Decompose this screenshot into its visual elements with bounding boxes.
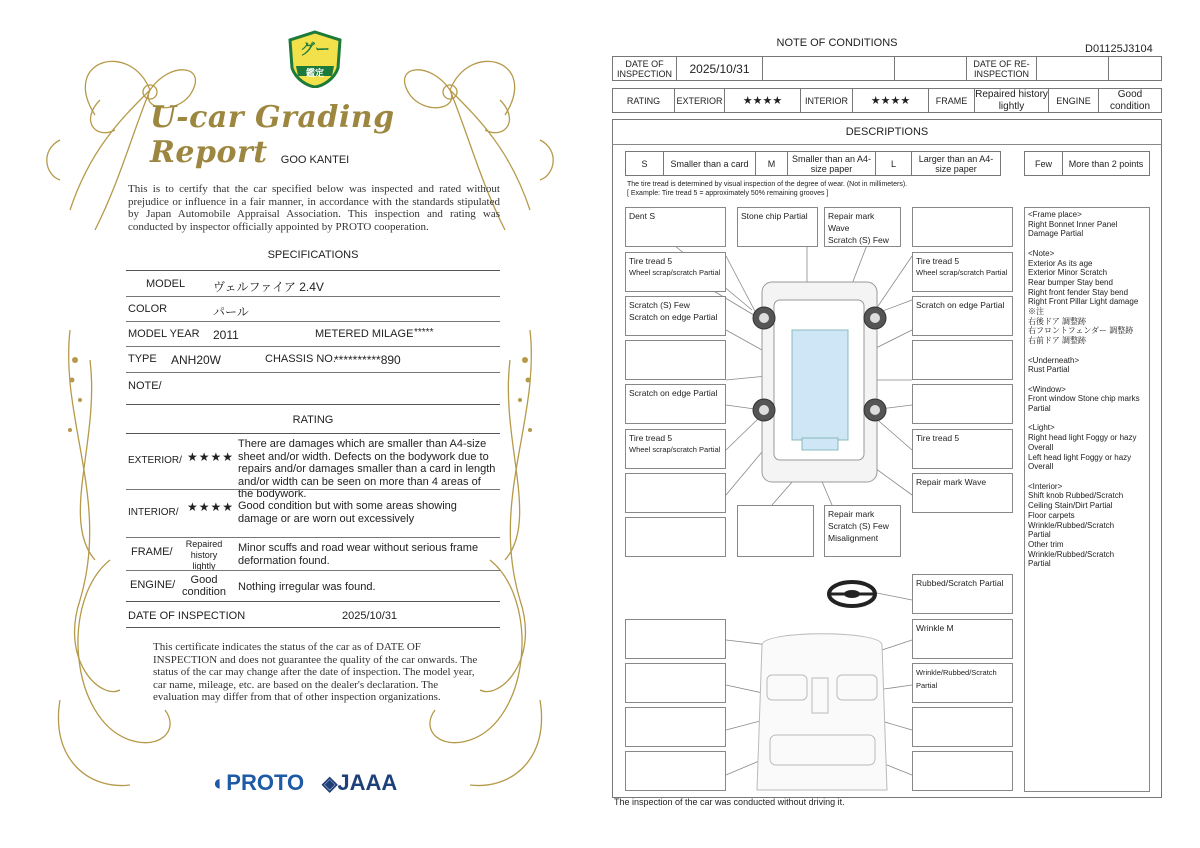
note-line: Partial [1028, 559, 1051, 569]
note-line: <Interior> [1028, 481, 1063, 491]
note-line [1028, 414, 1146, 424]
badge-bottom-text: 鑑定 [305, 68, 324, 78]
note-line: Partial [1028, 530, 1051, 540]
note-line: Wrinkle/Rubbed/Scratch [1028, 549, 1115, 559]
jaaa-mark-icon: ◈ [322, 773, 338, 795]
tire-lr-text: Tire tread 5 [629, 433, 673, 443]
exterior-stars: ★★★★ [187, 450, 235, 464]
engine-description: Nothing irregular was found. [238, 581, 376, 593]
rating-heading: RATING [292, 414, 334, 426]
steering-wheel-icon [829, 582, 875, 606]
exterior-label-r: EXTERIOR [675, 89, 725, 112]
note-line: Right Bonnet Inner Panel [1028, 219, 1118, 229]
wrinkle-text: Wrinkle M [916, 623, 954, 633]
tire-rf-text: Tire tread 5 [916, 256, 960, 266]
date-of-inspection-label: DATE OF INSPECTION [128, 610, 246, 622]
goo-kantei-badge [288, 30, 342, 88]
tire-rf-sub: Wheel scrap/scratch Partial [916, 268, 1008, 277]
pane-empty-9 [625, 663, 726, 703]
pane-tire-rr [912, 429, 1013, 469]
organization-name: GOO KANTEI [280, 154, 350, 166]
note-line: Rust Partial [1028, 365, 1070, 375]
note-line: Floor carpets [1028, 510, 1075, 520]
interior-diagram [757, 634, 887, 790]
engine-label-r: ENGINE [1049, 89, 1099, 112]
legend-s-desc: Smaller than a card [664, 152, 756, 175]
left-scratch-edge-text: Scratch on edge Partial [629, 312, 718, 322]
engine-value: Good condition [181, 574, 227, 598]
report-title: U-car Grading Report [150, 100, 395, 170]
legend-few: Few [1025, 152, 1063, 175]
interior-label: INTERIOR/ [128, 507, 179, 518]
note-line [1028, 239, 1146, 249]
rear-misalign-text: Misalignment [828, 533, 879, 543]
tire-lf-text: Tire tread 5 [629, 256, 673, 266]
tread-note-line1: The tire tread is determined by visual inspection of the degree of wear. (Not in millimeters). [627, 181, 908, 188]
interior-label-r: INTERIOR [801, 89, 853, 112]
pane-right-repair-wave [912, 473, 1013, 513]
rating-row [612, 88, 1162, 113]
note-line: 右前ドア 調整跡 [1028, 336, 1086, 346]
legend-s: S [626, 152, 664, 175]
note-line: Right head light Foggy or hazy [1028, 433, 1137, 443]
note-line: <Light> [1028, 423, 1055, 433]
exterior-description: There are damages which are smaller than A4-size sheet and/or width. Defects on the bodywork due to repairs and/or damages smaller than a card in length and/or width can be seen on more than 4 areas of the bodywork. [238, 438, 496, 500]
tire-rr-text: Tire tread 5 [916, 433, 960, 443]
note-line: Partial [1028, 404, 1051, 414]
legend-m-desc: Smaller than an A4-size paper [788, 152, 876, 175]
pane-empty-10 [625, 707, 726, 747]
interior-description: Good condition but with some areas showing damage or are worn out excessively [238, 500, 457, 525]
milage-label: METERED MILAGE [315, 328, 414, 340]
tread-note [627, 180, 907, 198]
scratch-few-text: Scratch (S) Few [828, 235, 889, 245]
note-line: <Note> [1028, 248, 1055, 258]
pane-empty-13 [912, 751, 1013, 791]
model-value: ヴェルファイア 2.4V [213, 280, 324, 294]
note-line: Shift knob Rubbed/Scratch [1028, 491, 1124, 501]
pane-dent [625, 207, 726, 247]
wrs-text: Wrinkle/Rubbed/Scratch Partial [916, 668, 997, 690]
interior-stars-r: ★★★★ [853, 89, 929, 112]
note-label: NOTE/ [128, 380, 162, 392]
pane-rubbed [912, 574, 1013, 614]
badge-top-text: グー [299, 41, 330, 58]
note-line: <Frame place> [1028, 210, 1082, 219]
legend-m: M [756, 152, 788, 175]
pane-wrs [912, 663, 1013, 703]
model-label: MODEL [146, 278, 186, 290]
chassis-label: CHASSIS NO. [265, 353, 336, 365]
jaaa-logo-text: JAAA [337, 770, 398, 795]
date-label: DATE OF INSPECTION [613, 57, 677, 80]
date-row [612, 56, 1162, 81]
jaaa-logo [322, 770, 397, 796]
date-of-inspection-value: 2025/10/31 [342, 610, 398, 622]
frame-label-r: FRAME [929, 89, 975, 112]
condition-notes [1024, 207, 1150, 792]
pane-empty-12 [625, 751, 726, 791]
note-line: Ceiling Stain/Dirt Partial [1028, 501, 1113, 511]
rear-repair-text: Repair mark [828, 509, 875, 519]
descriptions-heading: DESCRIPTIONS [845, 126, 929, 138]
few-legend [1024, 151, 1150, 176]
pane-empty-2 [625, 340, 726, 380]
type-label: TYPE [128, 353, 157, 365]
pane-wrinkle [912, 619, 1013, 659]
note-line: 右後ドア 調整跡 [1028, 316, 1086, 326]
note-line: Exterior Minor Scratch [1028, 268, 1108, 278]
model-year-value: 2011 [213, 328, 239, 342]
inspection-footer: The inspection of the car was conducted without driving it. [614, 797, 845, 807]
pane-empty-11 [912, 707, 1013, 747]
pane-rear [824, 505, 901, 557]
tire-lf-sub: Wheel scrap/scratch Partial [629, 268, 721, 277]
proto-logo-text: PROTO [226, 770, 305, 795]
specifications-heading: SPECIFICATIONS [267, 249, 359, 261]
tread-note-line2: [ Example: Tire tread 5 = approximately 50% remaining grooves ] [627, 190, 829, 197]
type-value: ANH20W [171, 353, 222, 367]
note-line: Overall [1028, 462, 1054, 472]
note-line: Rear bumper Stay bend [1028, 277, 1113, 287]
note-line: <Underneath> [1028, 355, 1080, 365]
pane-empty-4 [912, 384, 1013, 424]
conditions-title: NOTE OF CONDITIONS [776, 37, 898, 49]
right-repair-wave-text: Repair mark Wave [916, 477, 987, 487]
roof-glass [792, 330, 848, 440]
stone-chip-text: Stone chip Partial [741, 211, 808, 221]
note-line [1028, 375, 1146, 385]
note-line [1028, 472, 1146, 482]
certificate-footnote: This certificate indicates the status of the car as of DATE OF INSPECTION and does not guarantee the quality of the car onwards. The status of the car may change after the date of inspection. The model year, car name, mileage, etc. are based on the dealer's declaration. The evaluation may differ from that of other inspection organizations. [153, 641, 478, 703]
dent-text: Dent S [629, 211, 655, 221]
pane-repair-wave [824, 207, 901, 247]
note-line: Right front fender Stay bend [1028, 287, 1129, 297]
legend-few-desc: More than 2 points [1068, 158, 1144, 169]
frame-description: Minor scuffs and road wear without serious frame deformation found. [238, 542, 479, 567]
rating-label: RATING [613, 89, 675, 112]
note-line: <Window> [1028, 384, 1066, 394]
rear-scratch-text: Scratch (S) Few [828, 521, 889, 531]
note-line: Other trim [1028, 539, 1064, 549]
pane-tire-lr [625, 429, 726, 469]
pane-empty-6 [625, 517, 726, 557]
exterior-stars-r: ★★★★ [725, 89, 801, 112]
left-scratch-few-text: Scratch (S) Few [629, 300, 690, 310]
rubbed-text: Rubbed/Scratch Partial [916, 578, 1004, 588]
engine-label: ENGINE/ [130, 579, 176, 591]
proto-q-icon: ◐ [213, 770, 227, 795]
size-legend [625, 151, 1001, 176]
exterior-label: EXTERIOR/ [128, 455, 182, 466]
pane-stone-chip [737, 207, 818, 247]
note-line: Overall [1028, 442, 1054, 452]
legend-l-desc: Larger than an A4-size paper [918, 153, 994, 174]
note-line: Front window Stone chip marks [1028, 394, 1140, 404]
note-line: 右フロントフェンダー 調整跡 [1028, 326, 1134, 336]
pane-left-scratch-2 [625, 384, 726, 424]
chassis-value: **********890 [334, 353, 401, 367]
reinspection-label: DATE OF RE-INSPECTION [967, 57, 1037, 80]
left-scratch-edge2-text: Scratch on edge Partial [629, 388, 718, 398]
pane-tire-rf [912, 252, 1013, 292]
interior-stars: ★★★★ [187, 500, 235, 514]
tire-lr-sub: Wheel scrap/scratch Partial [629, 445, 721, 454]
color-label: COLOR [128, 303, 168, 315]
engine-value-r: Good condition [1109, 88, 1151, 112]
pane-tire-lf [625, 252, 726, 292]
milage-value: ***** [414, 327, 434, 338]
pane-empty-3 [912, 340, 1013, 380]
model-year-label: MODEL YEAR [128, 328, 200, 340]
document-number: D01125J3104 [1085, 43, 1153, 55]
pane-empty-7 [737, 505, 814, 557]
pane-left-scratch [625, 296, 726, 336]
right-scratch-edge-text: Scratch on edge Partial [916, 300, 1005, 310]
note-line: Left head light Foggy or hazy [1028, 452, 1132, 462]
proto-logo [213, 770, 304, 796]
certification-statement: This is to certify that the car specified below was inspected and rated without prejudice or influence in a fair manner, in accordance with the standards stipulated by Japan Automobile Appraisal Association. This inspection and rating was conducted by inspector officially appointed by PROTO cooperation. [128, 183, 500, 233]
color-value: パール [213, 305, 249, 319]
note-line: Wrinkle/Rubbed/Scratch [1028, 520, 1115, 530]
note-line: Damage Partial [1028, 229, 1084, 239]
pane-empty-1 [912, 207, 1013, 247]
pane-right-scratch [912, 296, 1013, 336]
legend-l: L [876, 152, 912, 175]
frame-label: FRAME/ [131, 546, 173, 558]
frame-value: Repaired history lightly [185, 539, 223, 571]
repair-wave-text: Repair mark Wave [828, 211, 875, 233]
pane-empty-5 [625, 473, 726, 513]
note-line [1028, 346, 1146, 356]
note-line: Right Front Pillar Light damage [1028, 297, 1139, 307]
note-line: ※注 [1028, 307, 1044, 317]
frame-value-r: Repaired history lightly [975, 88, 1048, 112]
pane-empty-8 [625, 619, 726, 659]
date-value: 2025/10/31 [677, 57, 763, 80]
note-line: Exterior As its age [1028, 258, 1093, 268]
